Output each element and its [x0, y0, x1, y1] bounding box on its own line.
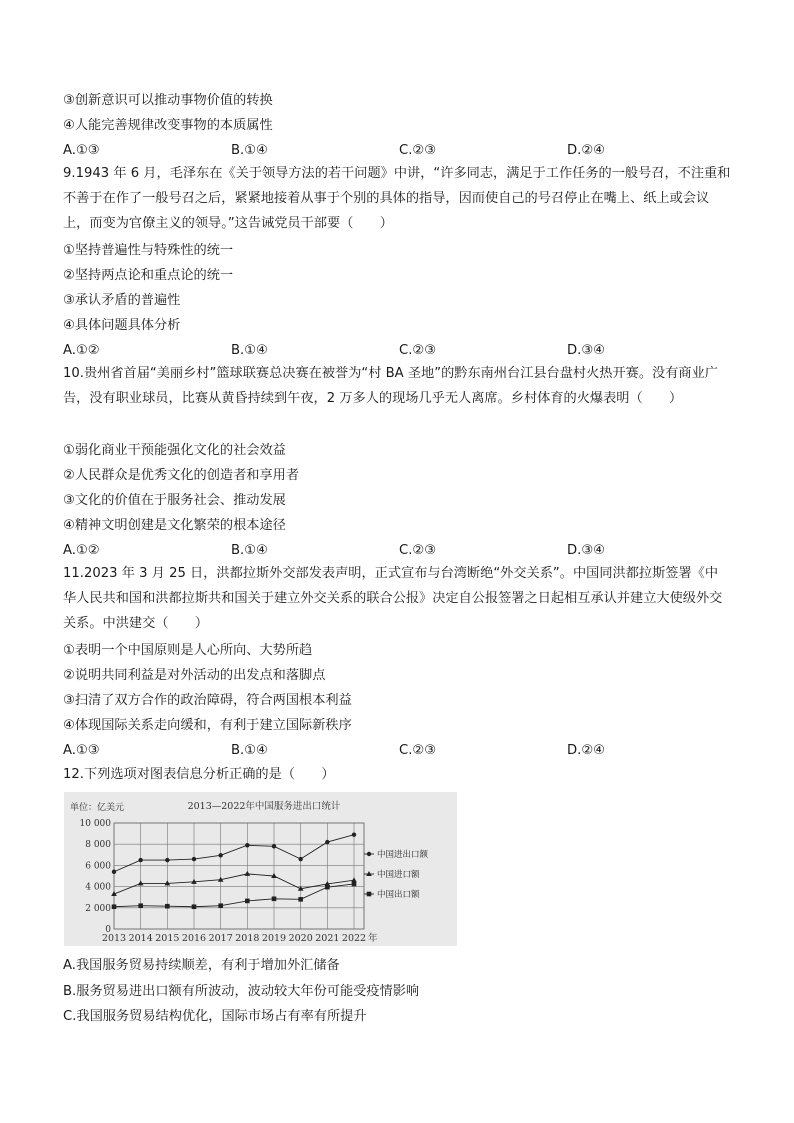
- data-point-square: [138, 903, 143, 908]
- y-tick-label: 8 000: [85, 840, 111, 851]
- data-point-circle: [138, 858, 142, 862]
- q11-options: [63, 742, 731, 760]
- trade-chart: [64, 792, 457, 946]
- q10-statement-2: ②人民群众是优秀文化的创造者和享用者: [63, 468, 300, 483]
- legend-label: 中国进口额: [377, 870, 420, 880]
- q11-stem: 11.2023 年 3 月 25 日，洪都拉斯外交部发表声明，正式宣布与台湾断绝“外交关系”。中国同洪都拉斯签署《中华人民共和国和洪都拉斯共和国关于建立外交关系的联合公报》决定自公报签署之日起相互承认并建立大使级外交关系。中洪建交（ ）: [63, 566, 723, 631]
- q9-options: [63, 342, 731, 360]
- q9-statement-4: ④具体问题具体分析: [63, 318, 181, 333]
- data-point-circle: [272, 844, 276, 848]
- q11-option-a[interactable]: A.①③: [63, 743, 100, 758]
- data-point-square: [112, 904, 117, 909]
- q10-option-c[interactable]: C.②③: [399, 543, 437, 558]
- q9-statement-3: ③承认矛盾的普遍性: [63, 293, 181, 308]
- data-point-square: [272, 896, 277, 901]
- chart-unit-label: 单位：亿美元: [70, 803, 125, 813]
- q10-stem: 10.贵州省首届“美丽乡村”篮球联赛总决赛在被誉为“村 BA 圣地”的黔东南州台江县台盘村火热开赛。没有商业广告，没有职业球员，比赛从黄昏持续到午夜，2 万多人的现场几乎无人离席。乡村体育的火爆表明（ ）: [63, 366, 718, 406]
- q8-statement-4: ④人能完善规律改变事物的本质属性: [63, 118, 273, 133]
- legend-label: 中国出口额: [377, 890, 420, 900]
- data-point-square: [165, 904, 170, 909]
- q10-statement-4: ④精神文明创建是文化繁荣的根本途径: [63, 518, 286, 533]
- x-tick-label: 2018: [235, 933, 260, 944]
- q12-option-b[interactable]: B.服务贸易进出口额有所波动，波动较大年份可能受疫情影响: [63, 984, 420, 999]
- q10-statement-3: ③文化的价值在于服务社会、推动发展: [63, 493, 286, 508]
- x-tick-label: 2022: [341, 933, 367, 944]
- q9-statement-2: ②坚持两点论和重点论的统一: [63, 268, 234, 283]
- q10-statement-1: ①弱化商业干预能强化文化的社会效益: [63, 443, 286, 458]
- q12-stem: 12.下列选项对图表信息分析正确的是（ ）: [63, 767, 335, 782]
- q8-option-b[interactable]: B.①④: [231, 143, 268, 158]
- x-tick-label: 2019: [261, 933, 287, 944]
- q11-option-c[interactable]: C.②③: [399, 743, 437, 758]
- y-tick-label: 10 000: [79, 819, 111, 829]
- data-point-square: [192, 904, 197, 909]
- q11-statement-4: ④体现国际关系走向缓和，有利于建立国际新秩序: [63, 718, 352, 733]
- x-tick-label: 2020: [288, 933, 313, 944]
- q8-option-d[interactable]: D.②④: [567, 143, 605, 158]
- chart-title: 2013—2022年中国服务进出口统计: [187, 801, 341, 812]
- x-tick-label: 2021: [315, 933, 340, 944]
- data-point-circle: [325, 840, 329, 844]
- q10-option-a[interactable]: A.①②: [63, 543, 100, 558]
- data-point-square: [218, 903, 223, 908]
- q9-stem: 9.1943 年 6 月，毛泽东在《关于领导方法的若干问题》中讲，“许多同志，满足于工作任务的一般号召，不注重和不善于在作了一般号召之后，紧紧地接着从事于个别的具体的指导，因而使自己的号召停止在嘴上、纸上或会议上，而变为官僚主义的领导。”这告诫党员干部要（ ）: [63, 166, 731, 231]
- q9-option-d[interactable]: D.③④: [567, 343, 605, 358]
- q9-option-c[interactable]: C.②③: [399, 343, 437, 358]
- q11-statement-3: ③扫清了双方合作的政治障碍，符合两国根本利益: [63, 693, 352, 708]
- data-point-square: [352, 882, 357, 887]
- y-tick-label: 6 000: [85, 861, 111, 872]
- data-point-square: [245, 899, 250, 904]
- x-tick-label: 2014: [128, 933, 153, 944]
- q10-option-b[interactable]: B.①④: [231, 543, 268, 558]
- q12-option-a[interactable]: A.我国服务贸易持续顺差，有利于增加外汇储备: [63, 958, 340, 973]
- q9-option-b[interactable]: B.①④: [231, 343, 268, 358]
- legend-marker-square: [367, 892, 372, 897]
- data-point-circle: [192, 857, 196, 861]
- q8-options: [63, 142, 731, 160]
- q8-option-c[interactable]: C.②③: [399, 143, 437, 158]
- data-point-circle: [245, 843, 249, 847]
- legend-label: 中国进出口额: [377, 850, 429, 860]
- q10-options: [63, 542, 731, 560]
- data-point-circle: [352, 832, 356, 836]
- q9-statement-1: ①坚持普遍性与特殊性的统一: [63, 243, 234, 258]
- x-tick-label: 2016: [181, 933, 207, 944]
- q11-option-b[interactable]: B.①④: [231, 743, 268, 758]
- data-point-square: [325, 885, 330, 890]
- q8-statement-3: ③创新意识可以推动事物价值的转换: [63, 93, 273, 108]
- q8-option-a[interactable]: A.①③: [63, 143, 100, 158]
- q11-statement-2: ②说明共同利益是对外活动的出发点和落脚点: [63, 668, 326, 683]
- legend-marker-circle: [367, 852, 371, 856]
- q11-statement-1: ①表明一个中国原则是人心所向、大势所趋: [63, 643, 313, 658]
- trade-chart-svg: [64, 792, 457, 946]
- data-point-square: [298, 897, 303, 902]
- q9-option-a[interactable]: A.①②: [63, 343, 100, 358]
- data-point-circle: [112, 870, 116, 874]
- y-tick-label: 4 000: [85, 882, 111, 893]
- data-point-circle: [298, 857, 302, 861]
- data-point-circle: [218, 853, 222, 857]
- chart-x-axis-label: 年: [368, 933, 378, 944]
- y-tick-label: 0: [105, 925, 111, 935]
- chart-background: [64, 792, 457, 946]
- x-tick-label: 2013: [101, 933, 127, 944]
- x-tick-label: 2017: [208, 933, 233, 944]
- q12-option-c[interactable]: C.我国服务贸易结构优化，国际市场占有率有所提升: [63, 1009, 367, 1024]
- x-tick-label: 2015: [155, 933, 180, 944]
- y-tick-label: 2 000: [85, 903, 111, 914]
- data-point-circle: [165, 858, 169, 862]
- q11-option-d[interactable]: D.②④: [567, 743, 605, 758]
- q10-option-d[interactable]: D.③④: [567, 543, 605, 558]
